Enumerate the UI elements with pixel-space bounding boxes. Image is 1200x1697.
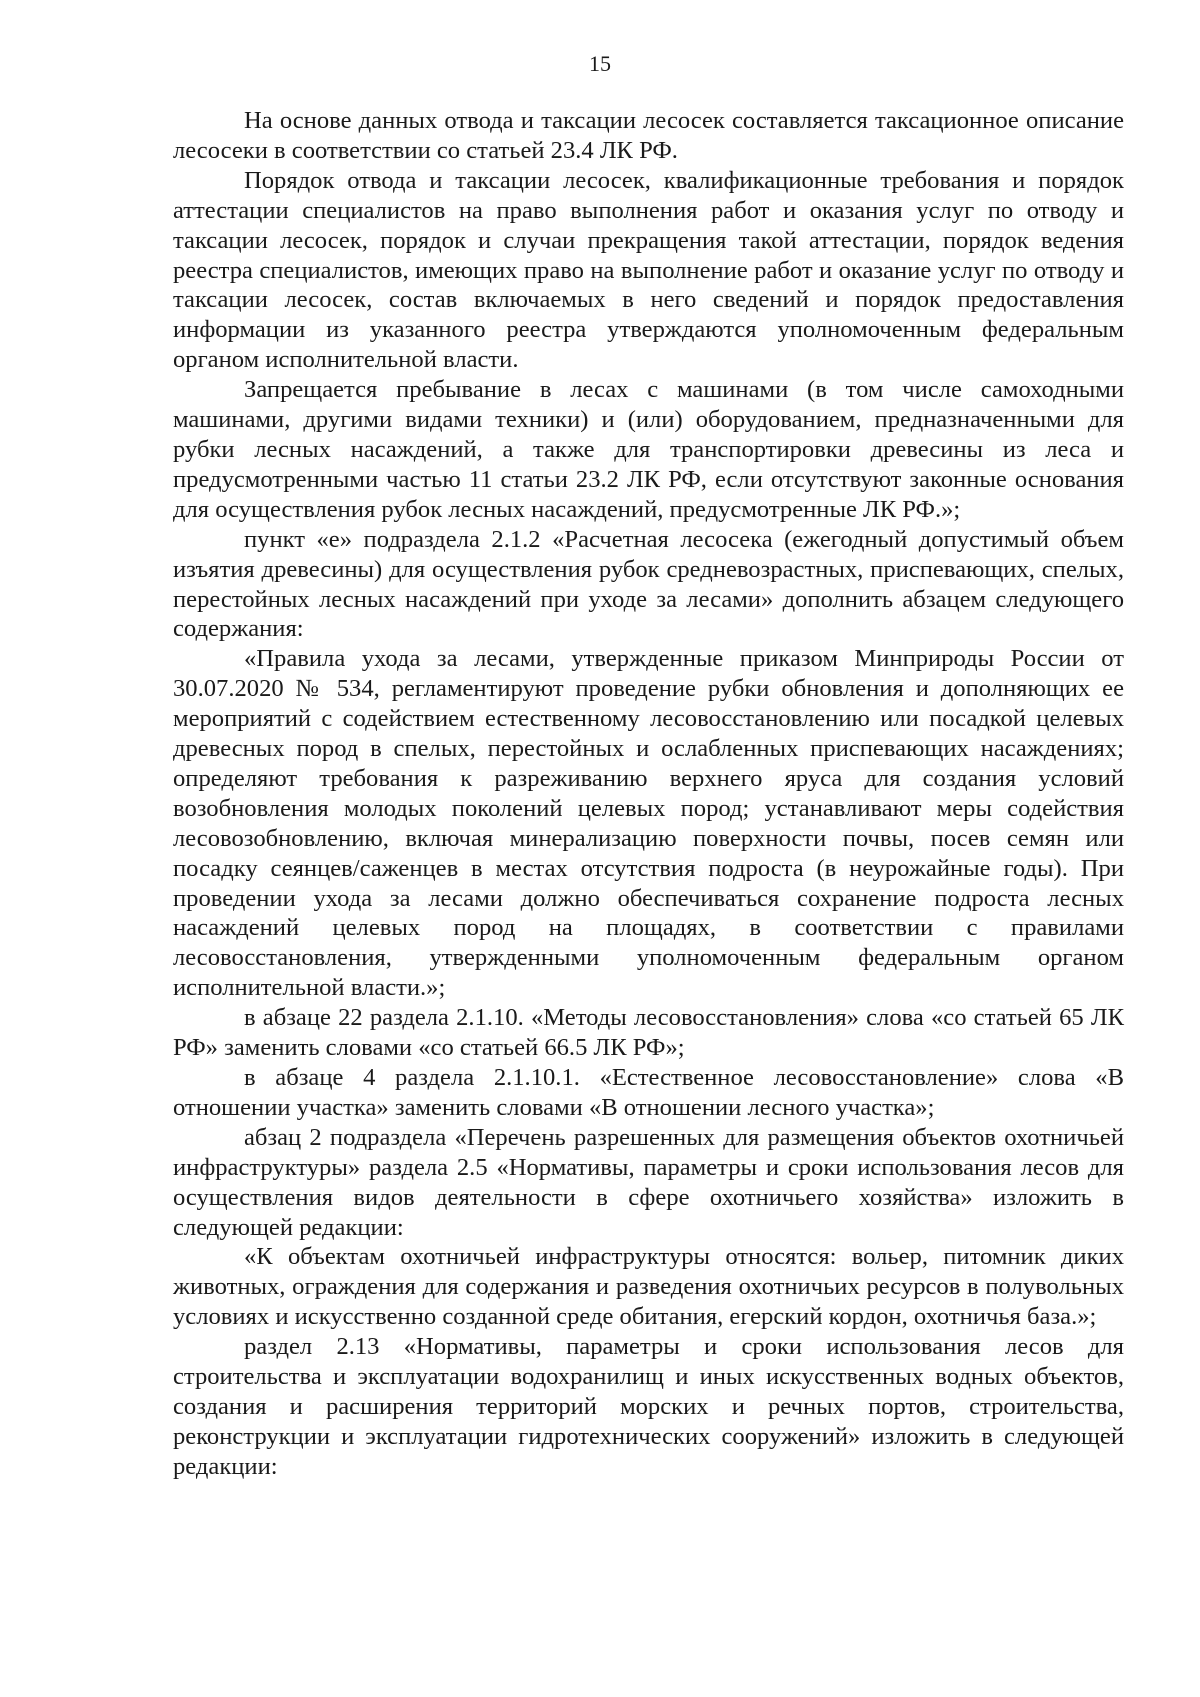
paragraph-amendment-2-5: абзац 2 подраздела «Перечень разрешенных для размещения объектов охотничьей инфраструктуры» раздела 2.5 «Нормативы, параметры и сроки использования лесов для осуществления видов деятельности в сфере охотничьего хозяйства» изложить в следующей редакции:	[173, 1123, 1124, 1241]
paragraph-amendment-2-1-10: в абзаце 22 раздела 2.1.10. «Методы лесовосстановления» слова «со статьей 65 ЛК РФ» заменить словами «со статьей 66.5 ЛК РФ»;	[173, 1004, 1124, 1062]
document-body	[173, 106, 1124, 1482]
page-number: 15	[589, 51, 611, 76]
paragraph-description: На основе данных отвода и таксации лесосек составляется таксационное описание лесосеки в соответствии со статьей 23.4 ЛК РФ.	[173, 107, 1124, 164]
paragraph-prohibition: Запрещается пребывание в лесах с машинами (в том числе самоходными машинами, другими видами техники) и (или) оборудованием, предназначенными для рубки лесных насаждений, а также для транспортировки древесины из леса и предусмотренными частью 11 статьи 23.2 ЛК РФ, если отсутствуют законные основания для осуществления рубок лесных насаждений, предусмотренные ЛК РФ.»;	[173, 376, 1124, 523]
paragraph-amendment-2-1-2: пункт «е» подраздела 2.1.2 «Расчетная лесосека (ежегодный допустимый объем изъятия древесины) для осуществления рубок средневозрастных, приспевающих, спелых, перестойных лесных насаждений при уходе за лесами» дополнить абзацем следующего содержания:	[173, 525, 1124, 643]
paragraph-amendment-2-13: раздел 2.13 «Нормативы, параметры и сроки использования лесов для строительства и эксплуатации водохранилищ и иных искусственных водных объектов, создания и расширения территорий морских и речных портов, строительства, реконструкции и эксплуатации гидротехнических сооружений» изложить в следующей редакции:	[173, 1333, 1124, 1480]
paragraph-forest-care-rules: «Правила ухода за лесами, утвержденные приказом Минприроды России от 30.07.2020 № 534, регламентируют проведение рубки обновления и дополняющих ее мероприятий с содействием естественному лесовосстановлению или посадкой целевых древесных пород в спелых, перестойных и ослабленных приспевающих насаждениях; определяют требования к разреживанию верхнего яруса для создания условий возобновления молодых поколений целевых пород; устанавливают меры содействия лесовозобновлению, включая минерализацию поверхности почвы, посев семян или посадку сеянцев/саженцев в местах отсутствия подроста (в неурожайные годы). При проведении ухода за лесами должно обеспечиваться сохранение подроста лесных насаждений целевых пород на площадях, в соответствии с правилами лесовосстановления, утвержденными уполномоченным федеральным органом исполнительной власти.»;	[173, 645, 1124, 1002]
paragraph-amendment-2-1-10-1: в абзаце 4 раздела 2.1.10.1. «Естественное лесовосстановление» слова «В отношении участка» заменить словами «В отношении лесного участка»;	[173, 1064, 1124, 1121]
paragraph-hunting-infrastructure: «К объектам охотничьей инфраструктуры относятся: вольер, питомник диких животных, ограждения для содержания и разведения охотничьих ресурсов в полувольных условиях и искусственно созданной среде обитания, егерский кордон, охотничья база.»;	[173, 1243, 1124, 1331]
paragraph-allotment-procedure: Порядок отвода и таксации лесосек, квалификационные требования и порядок аттестации специалистов на право выполнения работ и оказания услуг по отводу и таксации лесосек, порядок и случаи прекращения такой аттестации, порядок ведения реестра специалистов, имеющих право на выполнение работ и оказание услуг по отводу и таксации лесосек, состав включаемых в него сведений и порядок предоставления информации из указанного реестра утверждаются уполномоченным федеральным органом исполнительной власти.	[173, 166, 1124, 374]
